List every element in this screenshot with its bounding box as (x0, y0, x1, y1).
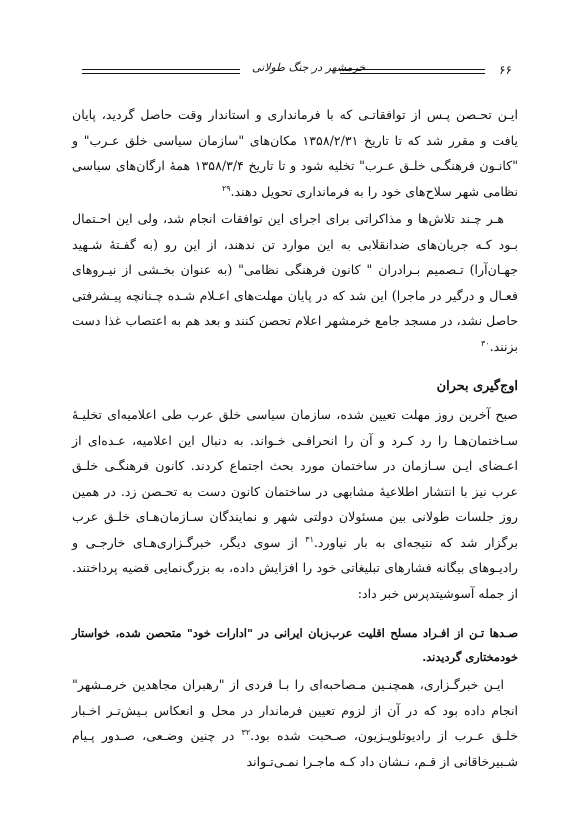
paragraph-3-text-b: از سوی دیگر، خبرگـزاری‌هـای خارجـی و رادیـوهای بیگانه فشارهای تبلیغاتی خود را افزایش داده، به بزرگ‌نمایی قضیه پرداختند. از جمله آسوشیتدپرس خبر داد: (72, 534, 518, 601)
page-header (82, 58, 512, 88)
paragraph-3 (72, 402, 518, 606)
paragraph-1 (72, 102, 518, 204)
footnote-30: ۳۰ (481, 338, 490, 348)
section-heading: اوج‌گیری بحران (436, 379, 518, 394)
paragraph-1-text: ایـن تحـصن پـس از توافقاتـی که با فرمانداری و استاندار وقت حاصل گردید، پایان یافت و مقرر شد که تا تاریخ ۱۳۵۸/۲/۳۱ مکان‌های "سازمان سیاسی خلق عـرب" و "کانـون فرهنگـی خلـق عـرب" تخلیه شود و تا تاریخ ۱۳۵۸/۳/۴ همهٔ ارگان‌های سیاسی نظامی شهر سلاح‌های خود را به فرمانداری تحویل دهند. (72, 107, 519, 199)
block-quote: صـدها تـن از افـراد مسلح اقلیت عرب‌زبان ایرانی در "ادارات خود" متحصن شده، خواستار خودمختاری گردیدند. (72, 626, 518, 664)
running-title: خرمشهر در جنگ طولانی (252, 61, 366, 74)
paragraph-3-text-a: صبح آخرین روز مهلت تعیین شده، سازمان سیاسی خلق عرب طی اعلامیه‌ای تخلیـهٔ سـاختمان‌هـا را رد کـرد و آن را انحرافـی خـواند. به دنبال این اعلامیه، عـده‌ای از اعـضای ایـن سـازمان در ساختمان مورد بحث اجتماع کردند. کانون فرهنگـی خلـق عرب نیز با انتشار اطلاعیهٔ مشابهی در ساختمان کانون دست به تحـصن زد. در همین روز جلسات طولانی بین مسئولان دولتی شهر و نمایندگان سـازمان‌هـای خلـق عرب برگزار شد که نتیجه‌ای به بار نیاورد. (72, 407, 518, 550)
header-rule-right (340, 69, 485, 74)
footnote-32: ۳۲ (241, 727, 251, 737)
header-rule-left (82, 69, 240, 74)
page-number: ۶۶ (499, 63, 512, 77)
paragraph-4-text-a: ایـن خبرگـزاری، همچنـین مـصاحبه‌ای را بـا فردی از "رهبران مجاهدین خرمـشهر" انجام داده بود که در آن از لزوم تعیین فرماندار در محل و انعکاس بـیش‌تـر اخـبار خلـق عـرب از رادیوتلویـزیون، صـحبت شده بود. (72, 677, 518, 743)
paragraph-2-text: هـر چـند تلاش‌ها و مذاکراتی برای اجرای این توافقات انجام شد، ولی این احـتمال بـود کـه جریان‌های ضدانقلابی به این موارد تن ندهند، از این رو (به گفـتهٔ شـهید جهـان‌آرا) تـصمیم بـرادران " کانون فرهنگی نظامی" (به عنوان بخـشی از نیـروهای فعـال و درگیر در ماجرا) این شد که در پایان مهلت‌های اعـلام شـده چـنانچه پیـشرفتی حاصل نشد، در مسجد جامع خرمشهر اعلام تحصن کنند و بعد هم به اعتصاب غذا دست بزنند. (72, 211, 518, 354)
footnote-29: ۲۹ (221, 183, 231, 193)
footnote-31: ۳۱ (305, 534, 314, 544)
paragraph-2 (72, 206, 518, 359)
paragraph-4-text-b: در چنین وضـعی، صـدور پـیام شـبیرخاقانی از قـم، نـشان داد کـه ماجـرا نمـی‌تـواند (72, 728, 518, 769)
paragraph-4 (72, 672, 518, 774)
